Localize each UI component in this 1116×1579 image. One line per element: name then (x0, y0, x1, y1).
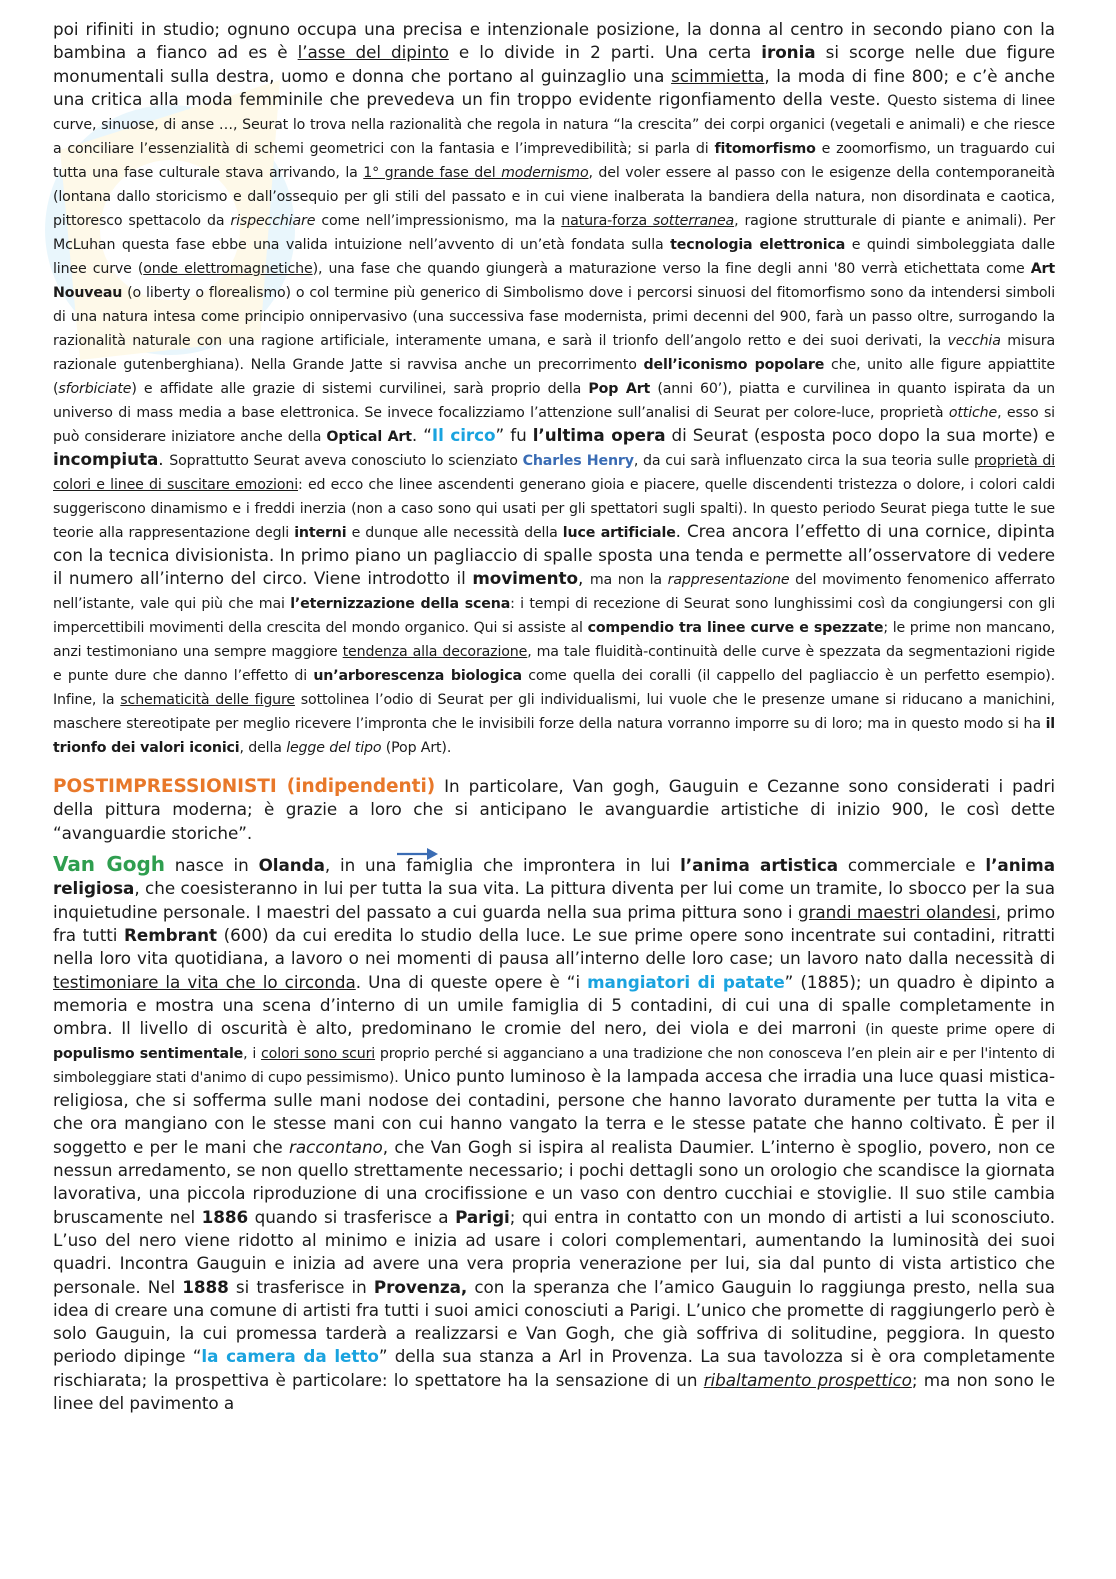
text-run: 1888 (182, 1276, 229, 1297)
text-run: , ma tale fluidità-continuità delle curve è spezzata da segmentazioni rigide e punte dure che danno l’effetto di (53, 644, 1055, 685)
text-run: . “ (411, 424, 432, 445)
text-run: si trasferisce in (228, 1276, 374, 1297)
text-run: natura-forza (561, 212, 654, 229)
text-run: Soprattutto Seurat aveva conosciuto lo scienziato (169, 452, 523, 469)
text-run: nasce in (164, 855, 259, 876)
text-run: scimmietta (671, 65, 765, 86)
text-run: : ed ecco che linee ascendenti generano gioia e piacere, quelle discendenti tristezza o dolore, i colori caldi suggeriscono dinamismo e i freddi inerzia (non a caso sono qui usati per gli spettatori sugli spalti). In questo periodo Seurat piega tutte le sue teorie alla rappresentazione degli (53, 476, 1055, 541)
text-run: , da cui sarà influenzato circa la sua teoria sulle (633, 452, 974, 469)
text-run: incompiuta (53, 448, 159, 469)
text-run: proprietà di colori e linee di suscitare emozioni (53, 452, 1056, 493)
paragraph-seurat-grande-jatte (53, 18, 1055, 759)
text-run: , i (243, 1046, 262, 1063)
text-run: dell’iconismo popolare (643, 356, 825, 373)
text-run: poi rifiniti in studio; ognuno occupa una precisa e intenzionale posizione, la donna al centro in secondo piano con la bambina a fianco ad es è (53, 19, 1055, 63)
text-run: ” (1885); un quadro è dipinto a memoria e mostra una scena d’interno di un umile famiglia di 5 contadini, di cui una di spalle completamente in ombra. Il livello di oscurità è alto, predominano le cromie del nero, dei viola e dei marroni (53, 971, 1055, 1039)
text-run: l’anima religiosa (53, 855, 1056, 899)
text-run: fitomorfismo (714, 140, 816, 157)
text-run: sotterranea (653, 212, 735, 229)
text-run: Art Nouveau (53, 260, 1056, 301)
text-run: . (158, 448, 170, 469)
text-run: Olanda (258, 855, 325, 876)
text-run: : i tempi di recezione di Seurat sono lunghissimi così da congiungersi con gli impercettibili movimenti della crescita del mondo organico. Qui si assiste al (53, 596, 1055, 637)
text-run: , del voler essere al passo con le esigenze della contemporaneità (lontana dallo storicismo e dall’ossequio per gli stili del passato e in cui viene inalberata la bandiera della natura, non disordinata e caotica, pittoresco spettacolo da (53, 164, 1055, 229)
text-run: , esso si può considerare iniziatore anche della (53, 404, 1055, 445)
text-run: come nell’impressionismo, ma la (315, 212, 562, 229)
text-run: e quindi simboleggiata dalle linee curve ( (53, 236, 1055, 277)
text-run: Optical Art (326, 428, 412, 445)
text-run: del movimento fenomenico afferrato nell’istante, vale qui più che mai (53, 572, 1055, 613)
text-run: (600) da cui eredita lo studio della luce. Le sue prime opere sono incentrate sui contadini, ritratti nella loro vita quotidiana, a lavoro o nei momenti di pausa all’interno delle loro case; un lavoro nato dalla necessità di (53, 924, 1056, 969)
text-run: ), una fase che quando giungerà a maturazione verso la fine degli anni '80 verrà etichettata come (312, 260, 1031, 277)
text-run: In particolare, Van gogh, Gauguin e Cezanne sono considerati i padri della pittura moderna; è grazie a loro che si anticipano le avanguardie artistiche di inizio 900, le così dette “avanguardie storiche”. (53, 776, 1055, 843)
document-page (53, 18, 1055, 1415)
text-run: proprio perché si agganciano a una tradizione che non conosceva l’en plein air e per l'intento di simboleggiare stati d'animo di cupo pessimismo). (53, 1046, 1055, 1087)
text-run: tecnologia elettronica (670, 236, 846, 253)
text-run: Van Gogh (53, 852, 165, 877)
text-run: ; qui entra in contatto con un mondo di artisti a lui sconosciuto. L’uso del nero viene ridotto al minimo e inizia ad usare i colori complementari, aumentando la luminosità dei suoi quadri. Incontra Gauguin e inizia ad avere una vera propria venerazione per lui, sia dal punto di vista artistico che personale. Nel (53, 1206, 1055, 1297)
text-run: , in una famiglia che improntera in lui (324, 855, 681, 876)
text-run: (Pop Art). (381, 740, 452, 757)
text-run: , (577, 568, 590, 589)
text-run: Charles Henry (522, 452, 634, 469)
text-run: . Una di queste opere è “i (355, 971, 588, 992)
text-run: ; ma non sono le linee del pavimento a (53, 1369, 1056, 1414)
text-run: ) e affidate alle grazie di sistemi curvilinei, sarà proprio della (131, 380, 589, 397)
text-run: e lo divide in 2 parti. Una certa (448, 42, 762, 63)
text-run: un’arborescenza biologica (313, 668, 522, 685)
text-run: tendenza alla decorazione (342, 644, 528, 661)
text-run: Parigi (455, 1206, 510, 1227)
text-run: ottiche (948, 404, 998, 421)
text-run: mangiatori di patate (587, 971, 785, 992)
text-run: Rembrant (124, 924, 217, 945)
text-run: (o liberty o florealismo) o col termine più generico di Simbolismo dove i percorsi sinuosi del fitomorfismo sono da intendersi simboli di una natura intesa come principio onnipervasivo (una successiva fase modernista, primi decenni del 900, farà un passo oltre, surrogando la razionalità naturale con una ragione artificiale, interamente umana, e sarà il trionfo dell’angolo retto e dei suoi derivati, la (53, 284, 1055, 349)
paragraph-van-gogh (53, 853, 1055, 1415)
text-run: l’asse del dipinto (297, 42, 449, 63)
text-run: che, unito alle figure appiattite ( (53, 356, 1056, 397)
text-run: ma non la (589, 572, 668, 589)
text-run: . Crea ancora l’effetto di una cornice, dipinta con la tecnica divisionista. In primo piano un pagliaccio di spalle sposta una tenda e permette all’osservatore di vedere il numero all’interno del circo. Viene introdotto il (53, 520, 1055, 589)
text-run: si scorge nelle due figure monumentali sulla destra, uomo e donna che portano al guinzaglio una (53, 42, 1055, 86)
text-run: Provenza, (373, 1276, 468, 1297)
text-run: Il circo (431, 424, 496, 445)
text-run: ironia (761, 42, 816, 63)
text-run: grandi maestri olandesi (797, 901, 996, 922)
text-run: modernismo (501, 164, 589, 181)
text-run: , che Van Gogh si ispira al realista Daumier. L’interno è spoglio, povero, non ce nessun arredamento, se non quello strettamente necessario; i pochi dettagli sono un orologio che scandisce la giornata lavorativa, una piccola riproduzione di una crocifissione e un vaso con dentro cucchiai e stoviglie. Il suo stile cambia bruscamente nel (53, 1136, 1055, 1227)
text-run: l’anima artistica (680, 855, 839, 876)
text-run: misura razionale gutenberghiana). Nella Grande Jatte si ravvisa anche un precorrimento (53, 332, 1055, 373)
text-run: sforbiciate (58, 380, 132, 397)
text-run: la camera da letto (201, 1346, 379, 1367)
text-run: vecchia (947, 332, 1001, 349)
text-run: ” della sua stanza a Arl in Provenza. La sua tavolozza si è ora completamente rischiarata; la prospettiva è particolare: lo spettatore ha la sensazione di un (53, 1346, 1055, 1390)
text-run: colori sono scuri (261, 1046, 376, 1063)
text-run: compendio tra linee curve e spezzate (587, 620, 884, 637)
text-run: , che coesisteranno in lui per tutta la sua vita. La pittura diventa per lui come un tramite, lo sbocco per la sua inquietudine personale. I maestri del passato a cui guarda nella sua prima pittura sono i (53, 878, 1055, 922)
text-run: , della (239, 740, 287, 757)
text-run: , primo fra tutti (53, 901, 1055, 945)
text-run: di Seurat (esposta poco dopo la sua morte) e (665, 424, 1055, 445)
text-run: , la moda di fine 800; e c’è anche una critica alla moda femminile che prevedeva un fin troppo evidente rigonfiamento della veste. (53, 65, 1056, 109)
text-run: l’eternizzazione della scena (290, 596, 511, 613)
text-run: schematicità delle figure (120, 692, 295, 709)
text-run: con la speranza che l’amico Gauguin lo raggiunga presto, nella sua idea di creare una comune di artisti fra tutti i suoi amici conosciuti a Parigi. L’unico che promette di raggiungerlo però è solo Gauguin, la cui promessa tarderà a realizzarsi e Van Gogh, che già soffriva di solitudine, peggiora. In questo periodo dipinge “ (53, 1276, 1055, 1367)
text-run: (in queste prime opere di (865, 1022, 1056, 1039)
text-run: luce artificiale (562, 524, 676, 541)
text-run: onde elettromagnetiche (143, 260, 313, 277)
text-run: e dunque alle necessità della (346, 524, 563, 541)
text-run: sottolinea l’odio di Seurat per gli individualismi, lui vuole che le presenze umane si riducano a manichini, maschere stereotipate per meglio ricevere l’impronta che le invisibili forze della natura vorranno imporre su di loro; ma in questo modo si ha (53, 692, 1055, 733)
blue-arrow-icon (395, 846, 439, 862)
text-run: , ragione strutturale di piante e animali). Per McLuhan questa fase ebbe una valida intuizione nell’avvento di un’età fondata sulla (53, 212, 1056, 253)
text-run: ; le prime non mancano, anzi testimoniano una sempre maggiore (53, 620, 1055, 661)
text-run: rispecchiare (230, 212, 316, 229)
text-run: testimoniare la vita che lo circonda (53, 971, 356, 992)
text-run: interni (294, 524, 347, 541)
text-run: ” fu (495, 424, 533, 445)
text-run: 1° grande fase del (363, 164, 502, 181)
text-run: Pop Art (588, 380, 651, 397)
text-run: ribaltamento prospettico (703, 1369, 912, 1390)
text-run: il trionfo dei valori iconici (53, 716, 1055, 757)
text-run: (anni 60’), piatta e curvilinea in quanto ispirata da un universo di mass media a base elettronica. Se invece focalizziamo l’attenzione sull’analisi di Seurat per colore-luce, proprietà (53, 380, 1056, 421)
text-run: Unico punto luminoso è la lampada accesa che irradia una luce quasi mistica-religiosa, che si sofferma sulle mani nodose dei contadini, persone che hanno lavorato duramente per tutta la vita e che ora mangiano con le stesse mani con cui hanno vangato la terra e le stesse patate che hanno coltivato. È per il soggetto e per le mani che (53, 1066, 1055, 1157)
text-run: populismo sentimentale (53, 1046, 244, 1063)
text-run: Questo sistema di linee curve, sinuose, di anse …, Seurat lo trova nella razionalità che regola in natura “la crescita” dei corpi organici (vegetali e animali) e che riesce a conciliare l’essenzialità di schemi geometrici con la fantasia e l’imprevedibilità; si parla di (53, 92, 1055, 157)
text-run: l’ultima opera (532, 424, 666, 445)
text-run: rappresentazione (667, 572, 790, 589)
paragraph-postimpressionisti (53, 775, 1055, 845)
text-run: 1886 (201, 1206, 249, 1227)
text-run: POSTIMPRESSIONISTI (indipendenti) (53, 776, 436, 798)
text-run: quando si trasferisce a (248, 1206, 456, 1227)
text-run: come quella dei coralli (il cappello del pagliaccio è un perfetto esempio). Infine, la (53, 668, 1055, 709)
text-run: e zoomorfismo, un traguardo cui tutta una fase culturale stava arrivando, la (53, 140, 1056, 181)
text-run: commerciale e (838, 855, 986, 876)
text-run: movimento (472, 568, 578, 589)
text-run: legge del tipo (286, 740, 382, 757)
text-run: raccontano (288, 1136, 383, 1157)
